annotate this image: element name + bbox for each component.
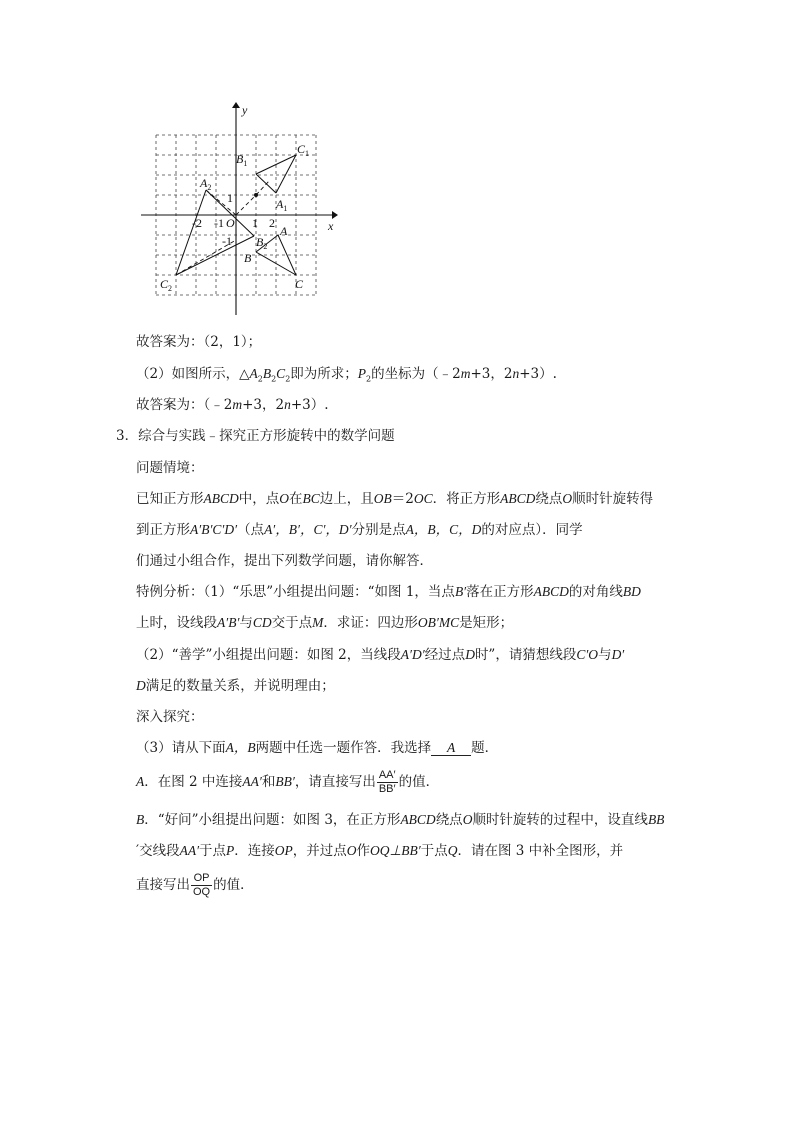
- special-case-line-1: 特例分析：（1）“乐思”小组提出问题：“如图 1，当点B′落在正方形ABCD的对角线BD: [136, 584, 641, 600]
- label-c2: $C_2$: [160, 277, 173, 293]
- option-a-line: A．在图 2 中连接AA′和BB′，请直接写出 $\frac{AA'}{BB'}$ 的值．: [136, 769, 440, 795]
- x-axis-arrow: [332, 211, 338, 219]
- tick-y-neg-1: -1: [222, 234, 232, 248]
- label-a1: $A_1$: [276, 197, 288, 213]
- axis-label-y: y: [242, 103, 248, 117]
- option-b-line-3: 直接写出 $\frac{OP}{OQ}$ 的值．: [136, 872, 254, 898]
- tick-y-1: 1: [227, 191, 233, 205]
- tick-x-neg-1: -1: [214, 216, 224, 230]
- deep-exploration-heading: 深入探究：: [136, 709, 204, 725]
- part-2-question-line-1: （2）“善学”小组提出问题：如图 2，当线段A′D′经过点D时”，请猜想线段C′O与D′: [136, 647, 625, 663]
- tick-x-neg-2: -2: [192, 216, 202, 230]
- part-2-question-line-2: D满足的数量关系，并说明理由；: [136, 678, 335, 694]
- question-3-title: 3．综合与实践﹣探究正方形旋转中的数学问题: [116, 428, 395, 444]
- option-b-line-1: B．“好问”小组提出问题：如图 3，在正方形ABCD绕点O顺时针旋转的过程中，设直线BB: [136, 812, 665, 828]
- label-a2: $A_2$: [200, 176, 212, 192]
- problem-line-2: 到正方形A′B′C′D′（点A′，B′，C′，D′分别是点A，B，C，D的对应点）．同学: [136, 522, 583, 538]
- tick-x-2: 2: [269, 216, 275, 230]
- point-p: [254, 193, 258, 197]
- coordinate-figure: [136, 100, 346, 320]
- label-a: A: [280, 224, 288, 238]
- problem-line-3: 们通过小组合作，提出下列数学问题，请你解答．: [136, 553, 433, 569]
- special-case-line-2: 上时，设线段A′B′与CD交于点M．求证：四边形OB′MC是矩形；: [136, 615, 514, 631]
- triangle-a2b2c2: [176, 190, 254, 275]
- fraction-op-oq: $\frac{OP}{OQ}$: [193, 872, 211, 898]
- y-axis-arrow: [232, 102, 240, 108]
- answer-line-2: 故答案为：（﹣2m+3，2n+3）.: [136, 397, 329, 413]
- part-2-line: （2）如图所示，$\triangle A_2B_2C_2$即为所求；$P_2$的坐标为（﹣2m+3，2n+3）.: [136, 366, 557, 384]
- tick-x-1: 1: [252, 216, 258, 230]
- origin-label: O: [226, 216, 235, 230]
- label-b: B: [244, 251, 252, 265]
- label-c1: $C_1$: [297, 142, 310, 158]
- label-b1: $B_1$: [236, 152, 248, 168]
- axis-label-x: x: [328, 219, 334, 233]
- chosen-answer: A: [431, 740, 471, 756]
- problem-situation-heading: 问题情境：: [136, 460, 204, 476]
- label-b2: $B_2$: [256, 235, 268, 251]
- part-3-choice-line: （3）请从下面A，B两题中任选一题作答．我选择 A 题．: [136, 740, 499, 756]
- problem-line-1: 已知正方形ABCD中，点O在BC边上，且OB＝2OC．将正方形ABCD绕点O顺时针旋转得: [136, 491, 654, 507]
- answer-text: 故答案为：（2，1）；: [136, 334, 262, 350]
- label-c: C: [295, 277, 304, 291]
- option-b-line-2: ′交线段AA′于点P．连接OP，并过点O作OQ⊥BB′于点Q．请在图 3 中补全图形，并: [136, 843, 624, 859]
- fraction-aa-bb: $\frac{AA'}{BB'}$: [378, 769, 396, 795]
- answer-line-1: [136, 333, 261, 351]
